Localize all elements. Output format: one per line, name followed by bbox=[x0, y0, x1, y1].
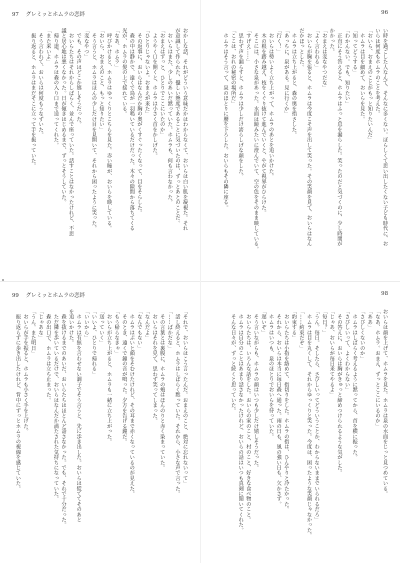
text-line: を追いかけた。 bbox=[68, 309, 75, 346]
text-line: おいらは勢いよく立ち上がって、ホムラのあとを追いかけた。 bbox=[268, 28, 275, 179]
text-line: おいらが立ち上がると、ホムラも一緒に立ち上がった。 bbox=[106, 309, 113, 445]
text-line: おいらが手を振ると、ホムラも小さく手を上げた。 bbox=[22, 309, 29, 434]
page-number: 96 bbox=[381, 10, 388, 16]
text-line: 「ここは、おれの秘密の場所だ」 bbox=[230, 28, 237, 106]
text-line: 「……ばかだな」 bbox=[166, 309, 173, 351]
text-line: 光が、ホムラの髪の上で揺れている。 bbox=[121, 28, 128, 117]
text-line: 「送っていく」 bbox=[98, 309, 105, 346]
text-line: いらは何度もホムラのことを考えた。 bbox=[374, 28, 381, 117]
text-line: おいらが胸を張ると、ホムラは今度こそ声を出して笑った。その笑顔を見て、おいらはなん bbox=[306, 28, 313, 247]
text-line: ホムラはぷいと顔をそむけたけれど、その耳まで赤くなっているのが見えた。 bbox=[128, 309, 135, 497]
text-line: そんな日々が、ずっと続くと思っていた。 bbox=[230, 309, 237, 413]
text-line: 「あっちに、泉がある。見に行くか」 bbox=[283, 28, 290, 117]
text-line: その答えに、おいらは胸がきゅっと締めつけられるような気がした。 bbox=[336, 309, 343, 476]
text-line: 「……約束だぞ」 bbox=[298, 309, 305, 351]
text-line: その言葉とは裏腹に、ホムラの頬はほんのりと赤く染まっていた。 bbox=[159, 309, 166, 471]
text-line: おいらたちは、いろんな話をした。おいらの家のこと、村のこと、好きな食べ物のこと。 bbox=[245, 309, 252, 523]
text-line: おかしな話、それがどういう意味だかはわからなくて、おいらは白い肌を凝視た。それ bbox=[182, 28, 188, 231]
text-line: 「遅いぞ」 bbox=[260, 309, 267, 335]
text-line: 「もう帰らなきゃ」 bbox=[113, 309, 120, 356]
page-98 bbox=[200, 281, 400, 562]
text-line: 話し終えると、ホムラはしばらく黙っていた。それから、小さな声で言った。 bbox=[174, 309, 181, 497]
text-line: そう言うと、ホムラはほんの少しだけ目を見開いて、それから困ったように笑った。 bbox=[90, 28, 97, 231]
text-line: 「なんでもない」 bbox=[136, 309, 143, 351]
page-text bbox=[212, 309, 388, 541]
text-line: そのとき、遠くで鐘の音が鳴った。夕方を告げる鐘だ。 bbox=[121, 309, 128, 445]
text-line: 「変なやつ」 bbox=[83, 28, 90, 60]
text-line: 「おいら、おまえのこと、もっと知りたい」 bbox=[98, 28, 105, 132]
text-line: 「行く！」 bbox=[275, 28, 282, 54]
text-line: 「わかんない。でも、知りたい」 bbox=[344, 28, 351, 106]
text-line: ホムラはいつも、泉のほとりでおいらを待っていた。 bbox=[268, 309, 275, 439]
text-line: それから、おいらは本当に毎日森へ通った。雨の日も、風の強い日も、欠かさず。 bbox=[275, 309, 282, 507]
page-96 bbox=[200, 0, 400, 281]
text-line: 木の根を踏み越え、枝をくぐり抜けて進んでいくと、やがて視界がひらけた。 bbox=[260, 28, 267, 216]
page-header bbox=[12, 291, 85, 299]
text-line: 振り返らずに歩き出したけれど、背中にずっとホムラの視線を感じていた。 bbox=[14, 309, 21, 491]
text-line: が意識して作られた、優しい態度であることに気づいたのは、ずっとあとのことだ。 bbox=[174, 28, 181, 226]
text-line: 思わず声を漏らすと、ホムラは少しだけ誇らしげな顔をした。 bbox=[237, 28, 244, 179]
text-line: ホムラはしばらく考えるように黙ってから、首を横に振った。 bbox=[351, 309, 358, 460]
text-line: 「知ってどうする」 bbox=[351, 28, 358, 75]
text-line: 「毎日？」 bbox=[321, 309, 328, 335]
text-line: ただ隣を歩いているだけで、おいらはなんだか満たされた気持ちになっていた。 bbox=[52, 309, 59, 502]
text-line: そこには、小さな泉があった。水面は鏡みたいに澄んでいて、空の色をそのまま映している。 bbox=[252, 28, 259, 252]
text-line: ホムラは目を細めて、おいらを見た。 bbox=[359, 28, 366, 122]
text-line: ホムラは有無を言わせない調子でそう言うと、先に歩き出した。おいらは慌ててそのあと bbox=[75, 309, 82, 523]
text-line: 「おまえはずっと、ひとりでここにいたのか」 bbox=[159, 28, 166, 138]
text-line: 「なんだよ」 bbox=[144, 309, 151, 341]
text-line: 森の出口で、ホムラは立ち止まった。 bbox=[45, 309, 52, 403]
text-line: 「また来いよ」 bbox=[45, 28, 52, 65]
text-line: 「すげえ……」 bbox=[245, 28, 252, 65]
page-header bbox=[381, 291, 388, 297]
text-line: 「約束する」 bbox=[290, 309, 297, 341]
page-text bbox=[12, 28, 188, 260]
text-line: 「それで、おいらはこう言ったんだ。おまえのこと、絶対に忘れないって」 bbox=[182, 309, 188, 486]
text-line: 「ああ」 bbox=[366, 309, 373, 330]
text-line: おいらたちは小指を絡めて、指切りをした。ホムラの指は、ひんやりと冷たかった。 bbox=[283, 309, 290, 512]
text-line: ようやく口を開くと、ホムラは小さく首をかしげた。 bbox=[151, 28, 158, 158]
page-99 bbox=[0, 281, 200, 562]
text-line: 「なあ、ホムラ。おまえ、ずっとここにいるのか」 bbox=[374, 309, 381, 429]
text-line: 帰り道、ホムラは森の入り口まで送ってくれた。 bbox=[52, 28, 59, 148]
text-line: 「なあ、ホムラ」 bbox=[113, 28, 120, 70]
text-line: 「いいよ、ひとりで帰れる」 bbox=[90, 309, 97, 377]
text-line: ホムラは自分のことはあまり話さなかったけれど、おいらの話はいつも真剣に聞いてくれた。 bbox=[237, 309, 244, 533]
text-line: 「さびしくないのか」 bbox=[359, 309, 366, 361]
page-marker bbox=[2, 279, 4, 281]
page-number: 99 bbox=[12, 293, 19, 299]
text-line: 呼びかけると、ホムラはゆっくりとこちらを見た。赤い瞳が、おいらを映している。 bbox=[106, 28, 113, 231]
page-number: 98 bbox=[381, 291, 388, 297]
text-line: い時を過ごした人なんて、そんなに多くない。ぼらしくて思い出したくない子ども時代に、お bbox=[382, 28, 388, 247]
text-line: 「いいから」 bbox=[83, 309, 90, 341]
text-line: 「よく言われる」 bbox=[313, 28, 320, 70]
page-header bbox=[381, 10, 388, 16]
text-line: でも、その声はどこか嬉しそうだった。 bbox=[75, 28, 82, 127]
text-line: 森を抜けるまでのあいだ、おいらたちはほとんど話さなかった。でも、それで十分だった。 bbox=[60, 309, 67, 528]
text-line: 「ひとりじゃないよ。おまえが来た」 bbox=[144, 28, 151, 117]
text-line: 議と居心地は悪くなかった。日が傾きはじめるまで、ずっとそうしていた。 bbox=[60, 28, 67, 205]
text-line: おいらはまた、少しのあいだ黙っていた。ホムラも、何も言わなかった。 bbox=[166, 28, 173, 205]
text-line: 「じゃあな」 bbox=[37, 309, 44, 341]
text-line: 振り返ると、ホムラはまだそこに立って手を振っていた。 bbox=[30, 28, 37, 169]
text-line: ホムラは立ち上がると、森の奥を指さした。 bbox=[290, 28, 297, 138]
text-line: 「うん。毎日。そしたら、さびしいってどういうことか、わからないままでいられるだろ」 bbox=[313, 309, 320, 523]
text-line: その返事に、おいらはなんだか胸の奥がくすぐったくなって、目をそらした。 bbox=[136, 28, 143, 216]
text-line: 正直にそう答えると、ホムラはふっと息を漏らした。笑ったのだと気づくのに、少し時間が bbox=[336, 28, 343, 247]
running-title: グレミッとホムラの恋絆 bbox=[25, 12, 85, 18]
text-line: 森の中は静かで、遠くで鳥が一羽鳴いているだけだった。木々の隙間から落ちてくる bbox=[128, 28, 135, 231]
text-line: ホムラは目を丸くして、それからゆっくりと笑った。今度は、困ったような笑顔じゃなかった。 bbox=[306, 309, 313, 538]
text-line: 「おいら、おまえのことがもっと知りたいんだ」 bbox=[366, 28, 373, 143]
text-line: そう言いながらも、ホムラの顔はいつも少しだけ嬉しそうだった。 bbox=[252, 309, 259, 471]
text-line: 「じゃあ、おいらが毎日来てやるよ」 bbox=[328, 309, 335, 398]
page-header bbox=[12, 10, 85, 18]
text-line: かかった。 bbox=[328, 28, 335, 54]
text-line: おいらはそれを見て、思わず笑ってしまった。 bbox=[151, 309, 158, 424]
running-title: グレミッとホムラの恋絆 bbox=[25, 293, 85, 299]
page-97 bbox=[0, 0, 200, 281]
text-line: おいらは顔を上げて、ホムラを見た。ホムラは泉の水面をじっと見つめている。 bbox=[382, 309, 388, 497]
page-number: 97 bbox=[12, 12, 19, 18]
text-line: ホムラはそう言って、泉のほとりに腰を下ろした。おいらもその隣に座る。 bbox=[222, 28, 229, 210]
text-line: そう言われて、おいらは何度もうなずいた。 bbox=[37, 28, 44, 138]
page-text bbox=[12, 309, 188, 541]
text-line: おいらたちはそれからしばらく、並んで座っていた。話すことはなかったけれど、不思 bbox=[68, 28, 75, 236]
text-line: だかほっとした。 bbox=[298, 28, 305, 70]
text-line: 「うん。また明日」 bbox=[30, 309, 37, 356]
page-text bbox=[212, 28, 388, 260]
text-line: 「さびしいって、よくわからない」 bbox=[344, 309, 351, 393]
text-line: 「おまえは変なやつだな」 bbox=[321, 28, 328, 91]
